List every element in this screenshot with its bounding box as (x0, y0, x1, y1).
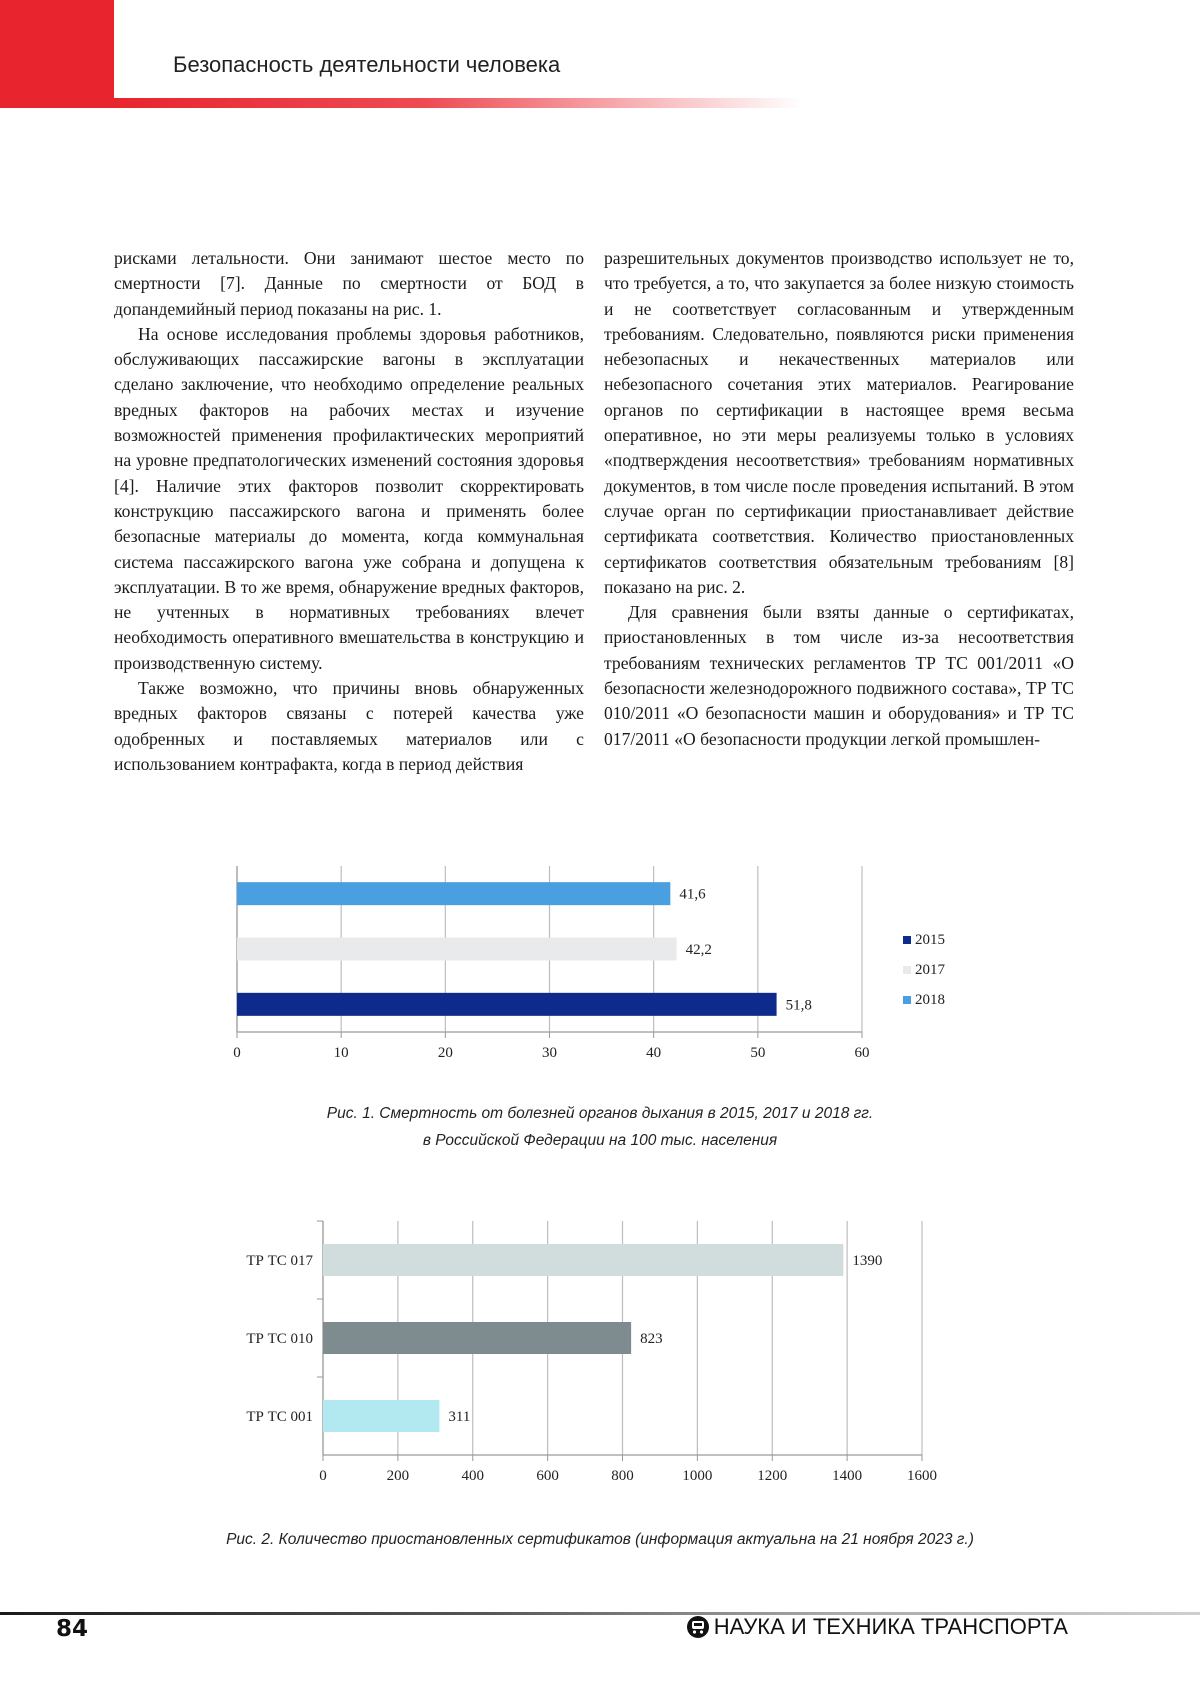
bar (237, 882, 670, 905)
legend-label: 2015 (915, 932, 945, 948)
mortality-bar-chart (0, 860, 1200, 1080)
caption-line: Рис. 2. Количество приостановленных сертификатов (информация актуальна на 21 ноября 2023 г.) (226, 1531, 974, 1548)
text-column-left (114, 246, 584, 777)
paragraph: Также возможно, что причины вновь обнаруженных вредных факторов связаны с потерей качества уже одобренных и поставляемых материалов или с использованием контрафакта, когда в период действия (114, 678, 584, 774)
bar (237, 938, 677, 961)
legend-swatch (903, 996, 911, 1004)
x-tick-label: 60 (854, 1045, 870, 1061)
bar (323, 1244, 843, 1276)
section-title: Безопасность деятельности человека (173, 52, 561, 77)
caption-line: в Российской Федерации на 100 тыс. населения (422, 1132, 778, 1149)
x-tick-label: 1000 (682, 1468, 713, 1484)
x-tick-label: 800 (611, 1468, 634, 1484)
category-label: ТР ТС 001 (246, 1409, 313, 1425)
legend-label: 2017 (915, 962, 945, 978)
train-logo-icon (686, 1615, 710, 1639)
x-tick-label: 1600 (907, 1468, 937, 1484)
paragraph: На основе исследования проблемы здоровья работников, обслуживающих пассажирские вагоны в эксплуатации сделано заключение, что необходимо определение реальных вредных факторов на рабочих местах и изучение возможностей применения профилактических мероприятий на уровне предпатологических изменений состояния здоровья [4]. Наличие этих факторов позволит скорректировать конструкцию пассажирского вагона и применять более безопасные материалы до момента, когда коммунальная система пассажирского вагона уже собрана и допущена к эксплуатации. В то же время, обнаружение вредных факторов, не учтенных в нормативных требованиях влечет необходимость оперативного вмешательства в конструкцию и производственную систему. (114, 323, 584, 673)
header-red-block (0, 0, 114, 108)
paragraph: разрешительных документов производство использует не то, что требуется, а то, что закупается за более низкую стоимость и не соответствует согласованным и утвержденным требованиям. Следовательно, появляются риски применения небезопасных и некачественных материалов или небезопасного сочетания этих материалов. Реагирование органов по сертификации в настоящее время весьма оперативное, но эти меры реализуемы только в условиях «подтверждения несоответствия» требованиям нормативных документов, в том числе после проведения испытаний. В этом случае орган по сертификации приостанавливает действие сертификата соответствия. Количество приостановленных сертификатов соответствия обязательным требованиям [8] показано на рис. 2. (604, 248, 1074, 597)
category-label: ТР ТС 010 (246, 1331, 313, 1347)
legend-label: 2018 (915, 992, 945, 1008)
bar-value-label: 311 (448, 1409, 471, 1425)
bar (323, 1322, 631, 1354)
x-tick-label: 30 (542, 1045, 557, 1061)
journal-name: НАУКА И ТЕХНИКА ТРАНСПОРТА (713, 1614, 1068, 1639)
x-tick-label: 20 (437, 1045, 453, 1061)
bar-value-label: 1390 (852, 1253, 883, 1269)
certificates-bar-chart (0, 1215, 1200, 1485)
paragraph: Для сравнения были взяты данные о сертификатах, приостановленных в том числе из-за несоответствия требованиям технических регламентов ТР ТС 001/2011 «О безопасности железнодорожного подвижного состава», ТР ТС 010/2011 «О безопасности машин и оборудования» и ТР ТС 017/2011 «О безопасности продукции легкой промышлен- (604, 602, 1074, 749)
figure-1-caption (0, 1100, 1200, 1154)
figure-2-caption (0, 1526, 1200, 1553)
x-tick-label: 1400 (832, 1468, 863, 1484)
bar (323, 1400, 439, 1432)
x-tick-label: 1200 (757, 1468, 788, 1484)
bar-value-label: 42,2 (685, 942, 712, 958)
bar-value-label: 823 (640, 1331, 663, 1347)
x-tick-label: 600 (536, 1468, 559, 1484)
x-tick-label: 40 (646, 1045, 662, 1061)
x-tick-label: 50 (750, 1045, 766, 1061)
bar-value-label: 51,8 (785, 997, 812, 1014)
journal-name-block (686, 1614, 1068, 1640)
x-tick-label: 200 (386, 1468, 410, 1484)
paragraph: рисками летальности. Они занимают шестое место по смертности [7]. Данные по смертности от БОД в допандемийный период показаны на рис. 1. (114, 248, 584, 319)
category-label: ТР ТС 017 (246, 1253, 313, 1269)
bar-value-label: 41,6 (679, 886, 706, 903)
page-number: 84 (56, 1616, 89, 1642)
x-tick-label: 0 (233, 1045, 241, 1061)
caption-line: Рис. 1. Смертность от болезней органов дыхания в 2015, 2017 и 2018 гг. (326, 1105, 874, 1122)
x-tick-label: 10 (333, 1045, 349, 1061)
legend-swatch (903, 936, 911, 944)
bar (237, 993, 777, 1016)
x-tick-label: 400 (461, 1468, 484, 1484)
x-tick-label: 0 (319, 1468, 327, 1484)
text-column-right (604, 246, 1074, 752)
header-gradient-line (114, 98, 804, 108)
legend-swatch (903, 966, 911, 974)
